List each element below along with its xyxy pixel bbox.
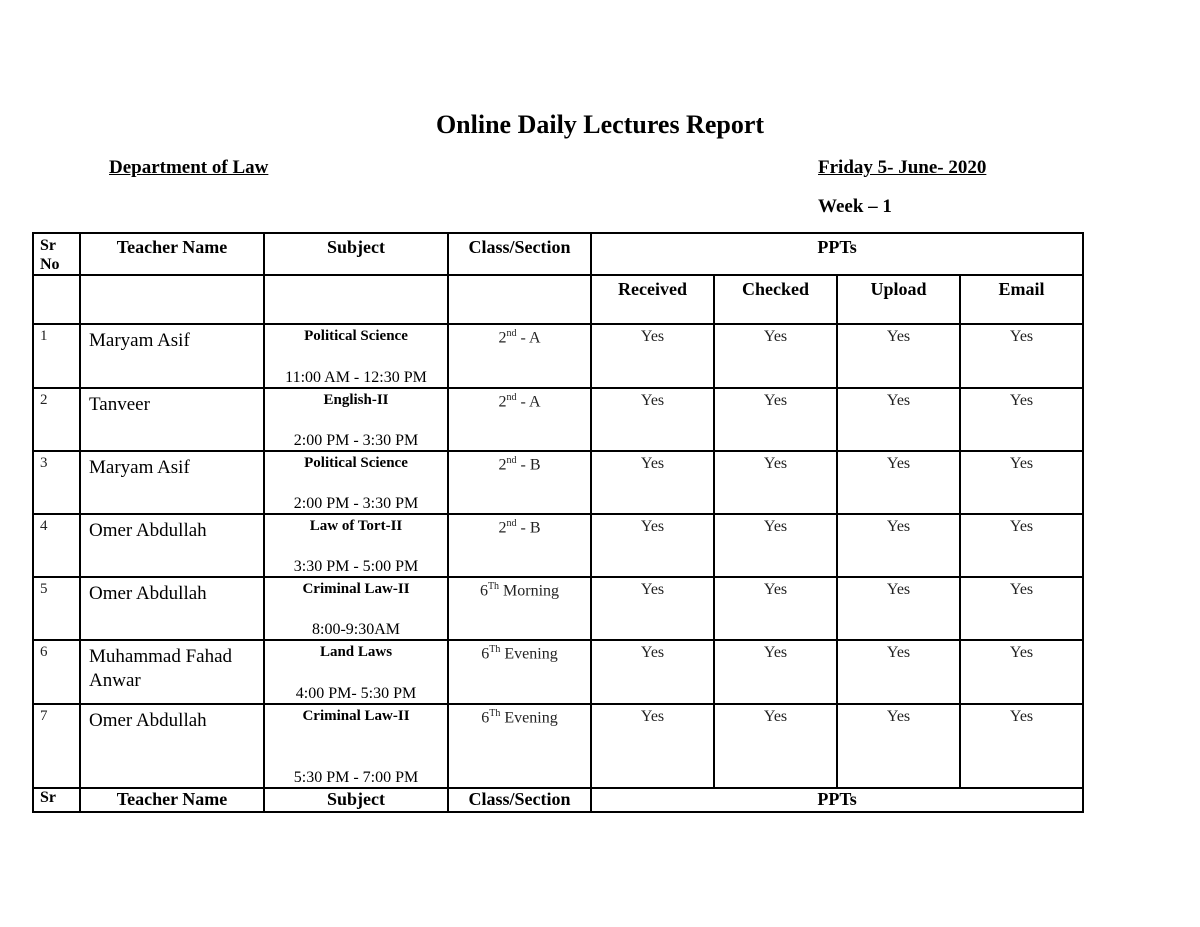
class-cell <box>448 324 591 388</box>
received-cell: Yes <box>591 704 714 788</box>
class-ordinal: nd <box>506 328 517 339</box>
footer-subject: Subject <box>264 788 448 812</box>
footer-row <box>33 788 1083 812</box>
teacher-cell: Maryam Asif <box>80 451 264 514</box>
table-row <box>33 514 1083 577</box>
subject-cell <box>264 514 448 577</box>
checked-cell: Yes <box>714 514 837 577</box>
class-section: - A <box>516 329 541 347</box>
subject-name: Criminal Law-II <box>302 708 410 724</box>
footer-ppts: PPTs <box>591 788 1083 812</box>
class-section: - A <box>516 393 541 411</box>
checked-cell: Yes <box>714 577 837 640</box>
report-date: Friday 5- June- 2020 <box>818 157 987 178</box>
subject-name: Political Science <box>304 455 408 471</box>
col-header-upload: Upload <box>837 275 960 324</box>
subject-cell <box>264 577 448 640</box>
class-ordinal: Th <box>487 581 500 592</box>
email-cell: Yes <box>960 388 1083 451</box>
subject-name: English-II <box>323 392 389 408</box>
col-header-teacher: Teacher Name <box>80 233 264 275</box>
week-label: Week – 1 <box>818 196 892 217</box>
received-cell: Yes <box>591 577 714 640</box>
checked-cell: Yes <box>714 704 837 788</box>
class-section: - B <box>516 456 541 474</box>
upload-cell: Yes <box>837 640 960 704</box>
subject-cell <box>264 451 448 514</box>
col-header-received: Received <box>591 275 714 324</box>
upload-cell: Yes <box>837 704 960 788</box>
col-header-class: Class/Section <box>448 233 591 275</box>
class-cell <box>448 704 591 788</box>
subject-cell <box>264 388 448 451</box>
class-number: 2 <box>498 456 507 474</box>
teacher-cell: Omer Abdullah <box>80 577 264 640</box>
received-cell: Yes <box>591 514 714 577</box>
class-number: 2 <box>498 393 507 411</box>
lecture-time: 3:30 PM - 5:00 PM <box>293 558 419 575</box>
upload-cell: Yes <box>837 577 960 640</box>
subject-cell <box>264 704 448 788</box>
table-row <box>33 388 1083 451</box>
checked-cell: Yes <box>714 324 837 388</box>
class-section: Morning <box>499 582 560 600</box>
class-cell <box>448 640 591 704</box>
teacher-cell: Omer Abdullah <box>80 704 264 788</box>
footer-teacher: Teacher Name <box>80 788 264 812</box>
email-cell: Yes <box>960 640 1083 704</box>
lecture-time: 2:00 PM - 3:30 PM <box>293 495 419 512</box>
lecture-time: 2:00 PM - 3:30 PM <box>293 432 419 449</box>
received-cell: Yes <box>591 451 714 514</box>
class-ordinal: Th <box>489 644 501 655</box>
class-ordinal: Th <box>489 708 501 719</box>
class-number: 2 <box>498 329 507 347</box>
checked-cell: Yes <box>714 388 837 451</box>
class-ordinal: nd <box>506 455 517 466</box>
email-cell: Yes <box>960 704 1083 788</box>
table-row <box>33 577 1083 640</box>
table-row <box>33 451 1083 514</box>
table-row <box>33 704 1083 788</box>
empty-cell <box>264 275 448 324</box>
sr-cell: 6 <box>33 640 80 704</box>
upload-cell: Yes <box>837 324 960 388</box>
sr-cell: 7 <box>33 704 80 788</box>
col-header-ppts: PPTs <box>591 233 1083 275</box>
class-section: Evening <box>500 709 558 727</box>
col-header-subject: Subject <box>264 233 448 275</box>
received-cell: Yes <box>591 324 714 388</box>
subject-name: Political Science <box>304 328 408 344</box>
lectures-table <box>32 232 1084 813</box>
sr-cell: 2 <box>33 388 80 451</box>
lecture-time: 11:00 AM - 12:30 PM <box>285 369 427 386</box>
class-cell <box>448 388 591 451</box>
email-cell: Yes <box>960 514 1083 577</box>
class-ordinal: nd <box>506 392 517 403</box>
teacher-cell: Muhammad Fahad Anwar <box>80 640 264 704</box>
email-cell: Yes <box>960 577 1083 640</box>
table-row <box>33 324 1083 388</box>
class-cell <box>448 514 591 577</box>
sr-cell: 5 <box>33 577 80 640</box>
report-title: Online Daily Lectures Report <box>435 110 765 139</box>
received-cell: Yes <box>591 388 714 451</box>
header-row <box>33 233 1083 275</box>
class-number: 6 <box>479 582 488 600</box>
col-header-checked: Checked <box>714 275 837 324</box>
subheader-row <box>33 275 1083 324</box>
lecture-time: 5:30 PM - 7:00 PM <box>293 769 419 786</box>
class-ordinal: nd <box>506 518 517 529</box>
class-cell <box>448 577 591 640</box>
footer-sr: Sr <box>33 788 80 812</box>
col-header-sr: Sr No <box>33 233 80 275</box>
subject-name: Criminal Law-II <box>302 581 410 597</box>
checked-cell: Yes <box>714 451 837 514</box>
table-row <box>33 640 1083 704</box>
subject-name: Land Laws <box>319 644 393 660</box>
lecture-time: 8:00-9:30AM <box>312 621 400 638</box>
upload-cell: Yes <box>837 514 960 577</box>
department-label: Department of Law <box>109 157 269 178</box>
class-section: Evening <box>500 645 558 663</box>
sr-cell: 4 <box>33 514 80 577</box>
teacher-cell: Tanveer <box>80 388 264 451</box>
email-cell: Yes <box>960 451 1083 514</box>
footer-class: Class/Section <box>448 788 591 812</box>
empty-cell <box>80 275 264 324</box>
col-header-email: Email <box>960 275 1083 324</box>
class-cell <box>448 451 591 514</box>
upload-cell: Yes <box>837 451 960 514</box>
upload-cell: Yes <box>837 388 960 451</box>
sr-cell: 1 <box>33 324 80 388</box>
sr-cell: 3 <box>33 451 80 514</box>
class-number: 2 <box>498 519 507 537</box>
subject-cell <box>264 640 448 704</box>
class-number: 6 <box>481 709 490 727</box>
email-cell: Yes <box>960 324 1083 388</box>
subject-name: Law of Tort-II <box>309 518 403 534</box>
teacher-cell: Omer Abdullah <box>80 514 264 577</box>
received-cell: Yes <box>591 640 714 704</box>
class-number: 6 <box>481 645 490 663</box>
teacher-cell: Maryam Asif <box>80 324 264 388</box>
empty-cell <box>448 275 591 324</box>
empty-cell <box>33 275 80 324</box>
class-section: - B <box>516 519 541 537</box>
lecture-time: 4:00 PM- 5:30 PM <box>295 685 417 702</box>
subject-cell <box>264 324 448 388</box>
checked-cell: Yes <box>714 640 837 704</box>
